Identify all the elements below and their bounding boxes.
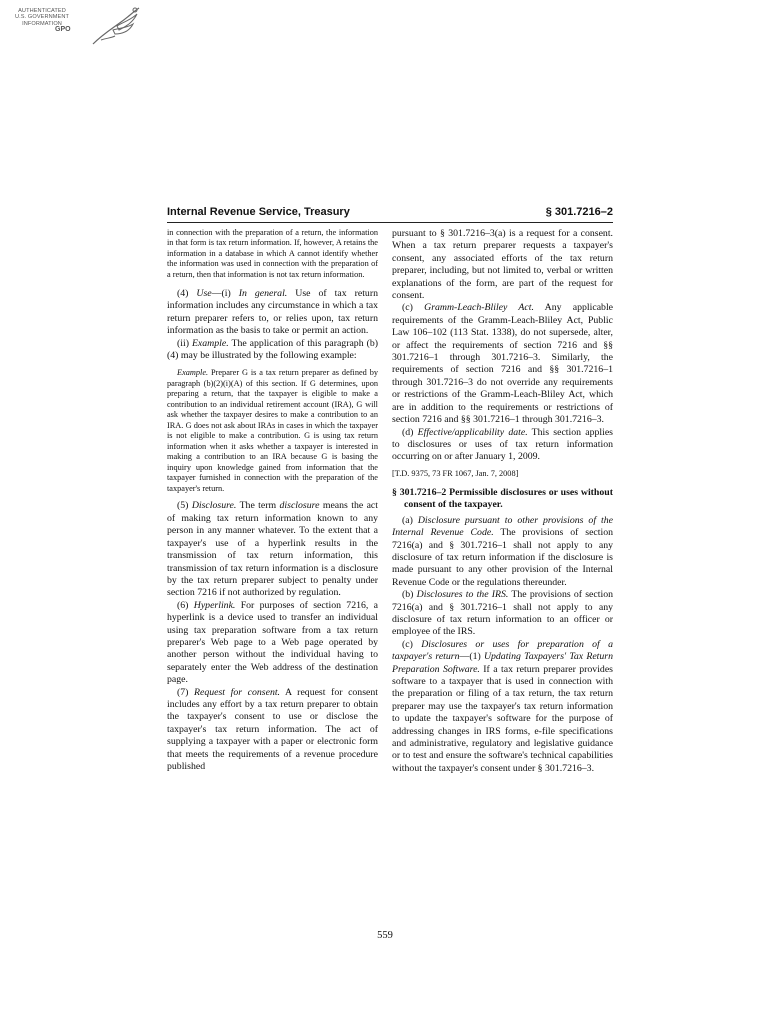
paragraph-c [392,639,613,775]
example-intro-paragraph [167,338,378,363]
intro-paragraph: in connection with the preparation of a return, the information in that form is tax return information. If, however, A retains the information in a database in which A cannot identify whether the information was used in connection with the preparation of a return, then that information is not tax return information. [167,228,378,279]
use-lead: (4) [177,288,197,300]
page-number: 559 [377,930,393,941]
use-subtitle: In general. [238,288,288,300]
request-text: A request for consent includes any effort by a tax return preparer to obtain the taxpayer's consent to use or disclose the taxpayer's tax return information. The act of supplying a taxpayer with a paper or electronic form that meets the requirements of a revenue procedure published [167,686,378,772]
paragraph-b-text: The provisions of section 7216(a) and § 301.7216–1 shall not apply to any disclosure of tax return information to an officer or employee of the IRS. [392,589,613,638]
disclosure-mid: The term [236,500,280,512]
paragraph-c-subtitle: Updating Taxpayers' Tax Return Preparation Software. [392,651,614,675]
paragraph-b-lead: (b) [402,589,417,601]
agency-title: Internal Revenue Service, Treasury [167,206,350,218]
gpo-mark: GPO [55,26,71,33]
hyperlink-paragraph [167,600,378,687]
disclosure-title: Disclosure. [191,500,237,512]
example-label: Example. [177,368,209,378]
effective-date-paragraph [392,427,613,464]
section-number: § 301.7216–2 [545,206,613,218]
example-body: Preparer G is a tax return preparer as defined by paragraph (b)(2)(i)(A) of this section. If G determines, upon preparing a return, that the taxpayer is eligible to make a contribution to an individual retirement account (IRA), G will ask whether the taxpayer desires to make a contribution to an IRA. G does not ask about IRAs in cases in which the taxpayer is not eligible to make a contribution. G is using tax return information when it asks whether a taxpayer is interested in making a contribution to an IRA because G is basing the inquiry upon knowledge gained from information that the taxpayer furnished in connection with the preparation of the taxpayer's return. [167,368,378,493]
request-paragraph [167,687,378,774]
paragraph-b [392,589,613,639]
disclosure-lead: (5) [177,500,192,512]
request-lead: (7) [177,686,195,698]
disclosure-term: disclosure [279,500,320,512]
citation: [T.D. 9375, 73 FR 1067, Jan. 7, 2008] [392,468,519,478]
request-title: Request for consent. [194,686,281,698]
paragraph-b-title: Disclosures to the IRS. [416,589,509,601]
disclosure-text: means the act of making tax return information known to any person in any manner whatever. To the extent that a taxpayer's use of a hyperlink results in the transmission of tax return information, this transmission of tax return information is a disclosure by the tax return preparer subject to penalty under section 7216 if not authorized by regulation. [167,500,378,599]
glb-lead: (c) [402,302,425,314]
paragraph-a-lead: (a) [402,514,418,526]
glb-text: Any applicable requirements of the Gramm-Leach-Bliley Act, Public Law 106–102 (113 Stat. 1338), do not supersede, alter, or affect the requirements of section 7216 and §§ 301.7216–1 through 301.7216–3. Similarly, the requirements of section 7216 and §§ 301.7216–1 through 301.7216–3 do not override any requirements or restrictions of the Gramm-Leach-Bliley Act, which are in addition to the requirements or restrictions of section 7216 and §§ 301.7216–1 through 301.7216–3. [392,302,614,426]
hyperlink-text: For purposes of section 7216, a hyperlink is a device used to transfer an individual using tax preparation software from a tax return preparer's Web page to a Web page operated by another person without the individual having to separately enter the Web address of the destination page. [167,599,379,686]
use-title: Use [196,288,212,300]
logo-line-3: INFORMATION [22,20,62,27]
paragraph-a-title: Disclosure pursuant to other provisions of the Internal Revenue Code. [392,514,613,539]
effective-title: Effective/applicability date. [417,426,528,438]
right-column [392,228,613,775]
paragraph-c-lead: (c) [402,638,422,650]
hyperlink-title: Hyperlink. [193,599,236,611]
gpo-logo-text [3,8,81,27]
logo-line-2: U.S. GOVERNMENT [14,14,70,21]
effective-text: This section applies to disclosures or uses of tax return information occurring on or after January 1, 2009. [392,426,613,463]
disclosure-paragraph [167,500,378,599]
paragraph-c-title: Disclosures or uses for preparation of a taxpayer's return [392,638,613,663]
paragraph-a-text: The provisions of section 7216(a) and § 301.7216–1 shall not apply to any disclosure of tax return information if the disclosure is made pursuant to any other provision of the Internal Revenue Code or the regulations thereunder. [392,527,614,588]
use-mid: —(i) [211,288,239,300]
paragraph-c-mid: —(1) [459,651,484,663]
gpo-authentication-logo [3,2,143,50]
example-title: Example. [191,337,229,349]
use-paragraph [167,288,378,338]
example-text: The application of this paragraph (b)(4) may be illustrated by the following example: [167,337,378,362]
hyperlink-lead: (6) [177,599,194,611]
example-lead: (ii) [177,337,192,349]
example-paragraph [167,368,378,494]
running-head [167,206,613,223]
glb-paragraph [392,302,613,426]
left-column [167,228,378,773]
use-text: Use of tax return information includes any circumstance in which a tax return preparer refers to, or relies upon, tax return information as the basis to take or permit an action. [167,288,378,337]
continuation-paragraph: pursuant to § 301.7216–3(a) is a request for a consent. When a tax return preparer requests a taxpayer's consent, any associated efforts of the tax return preparer, including, but not limited to, verbal or written explanations of the form, are part of the request for consent. [392,228,613,302]
glb-title: Gramm-Leach-Bliley Act. [424,302,534,314]
effective-lead: (d) [402,426,418,438]
paragraph-c-text: If a tax return preparer provides software to a taxpayer that is used in connection with the preparation or filing of a tax return, the tax return preparer may use the taxpayer's tax return information to update the taxpayer's software for the purpose of addressing changes in IRS forms, e-file specifications and administrative, regulatory and legislative guidance or to test and ensure the software's technical capabilities without the taxpayer's consent under § 301.7216–3. [392,663,613,774]
eagle-icon [73,4,143,48]
paragraph-a [392,515,613,589]
section-heading: § 301.7216–2 Permissible disclosures or uses without consent of the taxpayer. [392,486,613,510]
logo-line-1: AUTHENTICATED [18,8,66,14]
